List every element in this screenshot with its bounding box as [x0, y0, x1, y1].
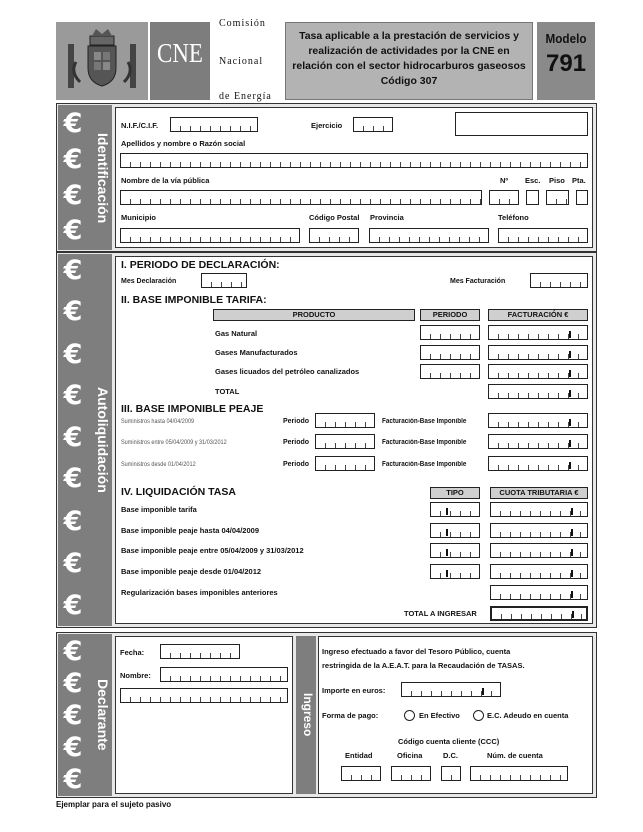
tipo-input[interactable]: [430, 543, 480, 558]
title-line: Código 307: [380, 75, 438, 87]
facturacion-header: FACTURACIÓN €: [488, 309, 588, 321]
modelo-number: 791: [545, 50, 587, 77]
facturacion-total-input[interactable]: [488, 384, 588, 399]
num-input[interactable]: [489, 190, 519, 205]
forma-pago-label: Forma de pago:: [322, 711, 379, 720]
tipo-input[interactable]: [430, 564, 480, 579]
euro-icon: €: [63, 668, 83, 699]
euro-icon: €: [63, 590, 83, 621]
periodo-heading: I. PERIODO DE DECLARACIÓN:: [121, 259, 280, 271]
ingreso-label: Ingreso: [301, 693, 315, 737]
periodo-label: Periodo: [283, 418, 310, 425]
title-line: realización de actividades por la CNE en: [308, 45, 510, 57]
modelo-box: [537, 22, 595, 100]
periodo-input[interactable]: [420, 325, 480, 340]
facturacion-input[interactable]: [488, 325, 588, 340]
euro-icon: €: [63, 764, 83, 795]
nif-input[interactable]: [170, 117, 258, 132]
apellidos-input[interactable]: [120, 153, 588, 168]
euro-icon: €: [63, 339, 83, 370]
ingreso-text: restringida de la A.E.A.T. para la Recaudación de TASAS.: [322, 661, 525, 670]
cp-input[interactable]: [309, 228, 359, 243]
adeudo-label: E.C. Adeudo en cuenta: [487, 711, 569, 720]
periodo-label: Periodo: [283, 461, 310, 468]
euro-icon: €: [63, 380, 83, 411]
importe-label: Importe en euros:: [322, 686, 386, 695]
dc-label: D.C.: [443, 751, 458, 760]
piso-label: Piso: [549, 176, 565, 185]
periodo-label: Periodo: [283, 439, 310, 446]
mes-declaracion-input[interactable]: [201, 273, 247, 288]
base-tarifa-heading: II. BASE IMPONIBLE TARIFA:: [121, 294, 267, 306]
justificante-box: [455, 112, 588, 136]
euro-icon: €: [63, 506, 83, 537]
modelo-label: Modelo: [545, 31, 587, 46]
adeudo-radio[interactable]: [473, 710, 484, 721]
num-label: Nº: [500, 176, 509, 185]
euro-icon: €: [63, 215, 83, 246]
ejercicio-input[interactable]: [353, 117, 393, 132]
ccc-label: Código cuenta cliente (CCC): [398, 737, 500, 746]
title-line: relación con el sector hidrocarburos gaseosos: [292, 60, 526, 72]
liq-row-label: Base imponible peaje desde 01/04/2012: [121, 567, 262, 576]
commission-line: Nacional: [219, 56, 264, 67]
euro-icon: €: [63, 296, 83, 327]
pta-label: Pta.: [572, 176, 586, 185]
num-cuenta-label: Núm. de cuenta: [487, 751, 543, 760]
euro-icon: €: [63, 180, 83, 211]
euro-icon: €: [63, 422, 83, 453]
liq-row-label: Base imponible tarifa: [121, 505, 197, 514]
telefono-input[interactable]: [498, 228, 588, 243]
euro-icon: €: [63, 108, 83, 139]
cuota-input[interactable]: [490, 523, 588, 538]
nombre-label: Nombre:: [120, 671, 151, 680]
product-total: TOTAL: [215, 387, 240, 396]
efectivo-label: En Efectivo: [419, 711, 460, 720]
declarante-panel: [115, 636, 293, 794]
euro-icon: €: [63, 548, 83, 579]
product-gases-manufacturados: Gases Manufacturados: [215, 348, 298, 357]
peaje-row-label: Suministros desde 01/04/2012: [121, 461, 196, 468]
oficina-label: Oficina: [397, 751, 423, 760]
efectivo-radio[interactable]: [404, 710, 415, 721]
piso-input[interactable]: [546, 190, 569, 205]
cuota-input[interactable]: [490, 502, 588, 517]
municipio-label: Municipio: [121, 213, 156, 222]
nombre-input-2[interactable]: [120, 688, 288, 703]
fecha-input[interactable]: [160, 644, 240, 659]
coat-panel: [56, 22, 148, 100]
provincia-input[interactable]: [369, 228, 489, 243]
mes-declaracion-label: Mes Declaración: [121, 278, 177, 285]
commission-line: de Energía: [219, 91, 272, 102]
total-ingresar-label: TOTAL A INGRESAR: [404, 609, 477, 618]
identificacion-label: Identificación: [95, 132, 111, 224]
periodo-header: PERIODO: [420, 309, 480, 321]
via-input[interactable]: [120, 190, 482, 205]
cuota-input[interactable]: [490, 543, 588, 558]
dc-input[interactable]: [441, 766, 461, 781]
nif-label: N.I.F./C.I.F.: [121, 121, 159, 130]
tipo-input[interactable]: [430, 502, 480, 517]
liq-row-label: Base imponible peaje entre 05/04/2009 y 31/03/2012: [121, 546, 304, 555]
cp-label: Código Postal: [309, 213, 360, 222]
peaje-base-input[interactable]: [488, 456, 588, 471]
ejercicio-label: Ejercicio: [311, 121, 343, 130]
esc-label: Esc.: [525, 176, 541, 185]
provincia-label: Provincia: [370, 213, 404, 222]
fact-base-label: Facturación-Base Imponible: [382, 439, 467, 446]
pta-input[interactable]: [576, 190, 588, 205]
producto-header: PRODUCTO: [213, 309, 415, 321]
mes-facturacion-label: Mes Facturación: [450, 278, 506, 285]
commission-line: Comisión: [219, 18, 266, 29]
facturacion-input[interactable]: [488, 364, 588, 379]
coat-of-arms-icon: [56, 22, 148, 100]
peaje-base-input[interactable]: [488, 434, 588, 449]
cne-logo-text: CNE: [157, 38, 203, 68]
mes-facturacion-input[interactable]: [530, 273, 588, 288]
base-peaje-heading: III. BASE IMPONIBLE PEAJE: [121, 403, 264, 415]
peaje-periodo-input[interactable]: [315, 456, 375, 471]
periodo-input[interactable]: [420, 364, 480, 379]
autoliquidacion-label: Autoliquidación: [95, 387, 111, 493]
cuota-input[interactable]: [490, 564, 588, 579]
form-title-box: [285, 22, 533, 100]
regularizacion-input[interactable]: [490, 585, 588, 600]
apellidos-label: Apellidos y nombre o Razón social: [121, 139, 246, 148]
num-cuenta-input[interactable]: [470, 766, 568, 781]
periodo-input[interactable]: [420, 345, 480, 360]
declarante-label: Declarante: [95, 679, 111, 751]
euro-icon: €: [63, 700, 83, 731]
fact-base-label: Facturación-Base Imponible: [382, 461, 467, 468]
ingreso-text: Ingreso efectuado a favor del Tesoro Público, cuenta: [322, 647, 511, 656]
peaje-periodo-input[interactable]: [315, 413, 375, 428]
euro-icon: €: [63, 636, 83, 667]
nombre-input[interactable]: [160, 667, 288, 682]
fecha-label: Fecha:: [120, 648, 145, 657]
cne-logo: [150, 22, 210, 100]
regularizacion-label: Regularización bases imponibles anteriores: [121, 588, 278, 597]
peaje-row-label: Suministros hasta 04/04/2009: [121, 418, 195, 425]
peaje-row-label: Suministros entre 05/04/2009 y 31/03/2012: [121, 439, 227, 446]
esc-input[interactable]: [526, 190, 539, 205]
product-gas-natural: Gas Natural: [215, 329, 258, 338]
peaje-base-input[interactable]: [488, 413, 588, 428]
liquidacion-heading: IV. LIQUIDACIÓN TASA: [121, 486, 236, 498]
municipio-input[interactable]: [120, 228, 300, 243]
fact-base-label: Facturación-Base Imponible: [382, 418, 467, 425]
telefono-label: Teléfono: [498, 213, 529, 222]
title-line: Tasa aplicable a la prestación de servicios y: [299, 30, 519, 42]
liq-row-label: Base imponible peaje hasta 04/04/2009: [121, 526, 259, 535]
via-label: Nombre de la vía pública: [121, 176, 210, 185]
importe-input[interactable]: [401, 682, 501, 697]
facturacion-input[interactable]: [488, 345, 588, 360]
euro-icon: €: [63, 255, 83, 286]
total-ingresar-input[interactable]: [490, 606, 588, 621]
entidad-label: Entidad: [345, 751, 373, 760]
peaje-periodo-input[interactable]: [315, 434, 375, 449]
footer-text: Ejemplar para el sujeto pasivo: [56, 800, 172, 809]
euro-icon: €: [63, 144, 83, 175]
tipo-input[interactable]: [430, 523, 480, 538]
entidad-input[interactable]: [341, 766, 381, 781]
oficina-input[interactable]: [391, 766, 431, 781]
euro-icon: €: [63, 463, 83, 494]
product-glp: Gases licuados del petróleo canalizados: [215, 367, 360, 376]
tipo-header: TIPO: [430, 487, 480, 499]
cuota-header: CUOTA TRIBUTARIA €: [490, 487, 588, 499]
euro-icon: €: [63, 732, 83, 763]
